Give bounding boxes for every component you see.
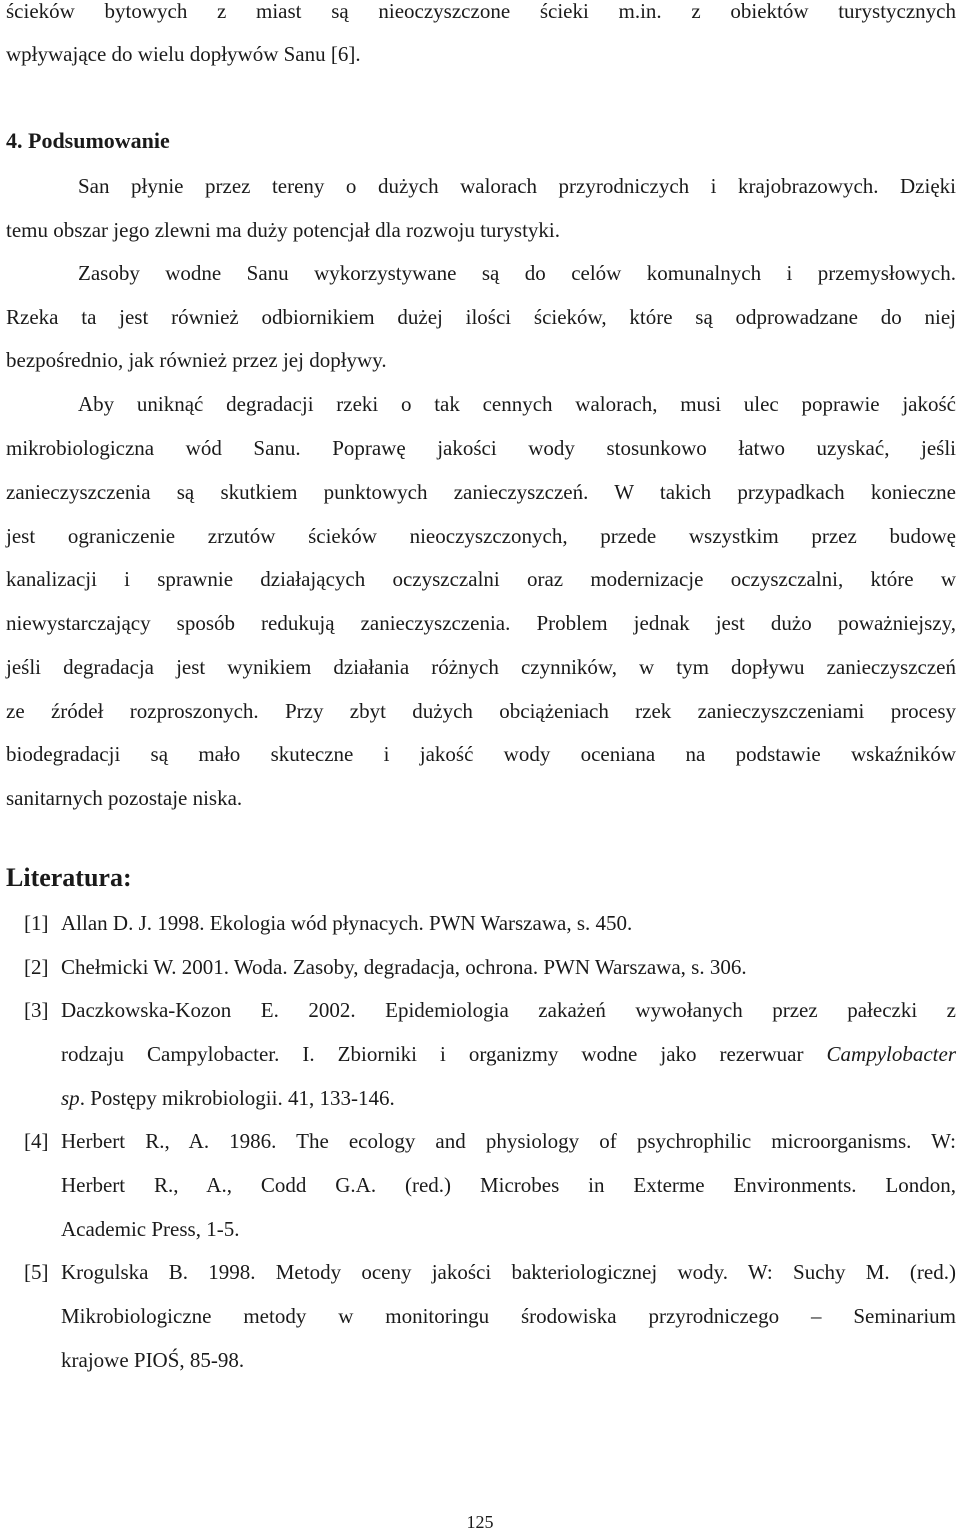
- reference-number: [5]: [24, 1260, 49, 1284]
- reference-text-line: krajowe PIOŚ, 85-98.: [61, 1348, 245, 1372]
- reference-text-line: Herbert R., A. 1986. The ecology and physiology of psychrophilic microorganisms. W:: [61, 1129, 956, 1153]
- body-text-line: temu obszar jego zlewni ma duży potencjał dla rozwoju turystyki.: [6, 218, 561, 242]
- body-text-line: San płynie przez tereny o dużych walorach przyrodniczych i krajobrazowych. Dzięki: [78, 174, 956, 198]
- body-text-line: jeśli degradacja jest wynikiem działania różnych czynników, w tym dopływu zanieczyszczeń: [6, 655, 956, 679]
- section-heading: 4. Podsumowanie: [6, 128, 170, 153]
- page-number: 125: [466, 1512, 494, 1532]
- reference-text-line: Allan D. J. 1998. Ekologia wód płynacych. PWN Warszawa, s. 450.: [61, 911, 633, 935]
- body-text-line: wpływające do wielu dopływów Sanu [6].: [6, 42, 361, 66]
- reference-text-line: Herbert R., A., Codd G.A. (red.) Microbes in Exterme Environments. London,: [61, 1173, 956, 1197]
- body-text-line: sanitarnych pozostaje niska.: [6, 786, 243, 810]
- body-text-line: ze źródeł rozproszonych. Przy zbyt dużych obciążeniach rzek zanieczyszczeniami procesy: [6, 699, 956, 723]
- reference-text-line: Academic Press, 1-5.: [61, 1217, 240, 1241]
- reference-number: [4]: [24, 1129, 49, 1153]
- reference-text-line: Chełmicki W. 2001. Woda. Zasoby, degradacja, ochrona. PWN Warszawa, s. 306.: [61, 955, 747, 979]
- reference-number: [3]: [24, 998, 49, 1022]
- reference-number: [2]: [24, 955, 49, 979]
- body-text-line: niewystarczający sposób redukują zanieczyszczenia. Problem jednak jest dużo poważniejszy,: [6, 611, 956, 635]
- italic-term: Campylobacter: [826, 1042, 956, 1066]
- body-text-line: mikrobiologiczna wód Sanu. Poprawę jakości wody stosunkowo łatwo uzyskać, jeśli: [6, 436, 956, 460]
- body-text-line: zanieczyszczenia są skutkiem punktowych zanieczyszczeń. W takich przypadkach konieczne: [6, 480, 956, 504]
- body-text-line: Rzeka ta jest również odbiornikiem dużej ilości ścieków, które są odprowadzane do niej: [6, 305, 956, 329]
- reference-number: [1]: [24, 911, 49, 935]
- reference-text-segment: . Postępy mikrobiologii. 41, 133-146.: [79, 1086, 395, 1110]
- italic-term: sp: [61, 1086, 80, 1110]
- body-text-line: biodegradacji są mało skuteczne i jakość wody oceniana na podstawie wskaźników: [6, 742, 956, 766]
- body-text-line: jest ograniczenie zrzutów ścieków nieoczyszczonych, przede wszystkim przez budowę: [6, 524, 956, 548]
- reference-text-line: Daczkowska-Kozon E. 2002. Epidemiologia zakażeń wywołanych przez pałeczki z: [61, 998, 956, 1022]
- reference-text-line: Krogulska B. 1998. Metody oceny jakości bakteriologicznej wody. W: Suchy M. (red.): [61, 1260, 956, 1284]
- reference-text-segment: rodzaju Campylobacter. I. Zbiorniki i organizmy wodne jako rezerwuar: [61, 1042, 827, 1066]
- reference-text-line: [61, 1041, 956, 1067]
- reference-text-line: Mikrobiologiczne metody w monitoringu środowiska przyrodniczego – Seminarium: [61, 1304, 956, 1328]
- body-text-line: Zasoby wodne Sanu wykorzystywane są do celów komunalnych i przemysłowych.: [78, 261, 956, 285]
- body-text-line: bezpośrednio, jak również przez jej dopływy.: [6, 348, 387, 372]
- body-text-line: ścieków bytowych z miast są nieoczyszczone ścieki m.in. z obiektów turystycznych: [6, 0, 956, 23]
- body-text-line: kanalizacji i sprawnie działających oczyszczalni oraz modernizacje oczyszczalni, które w: [6, 567, 956, 591]
- reference-text-line: [61, 1085, 956, 1111]
- literature-heading: Literatura:: [6, 863, 132, 892]
- body-text-line: Aby uniknąć degradacji rzeki o tak cennych walorach, musi ulec poprawie jakość: [78, 392, 956, 416]
